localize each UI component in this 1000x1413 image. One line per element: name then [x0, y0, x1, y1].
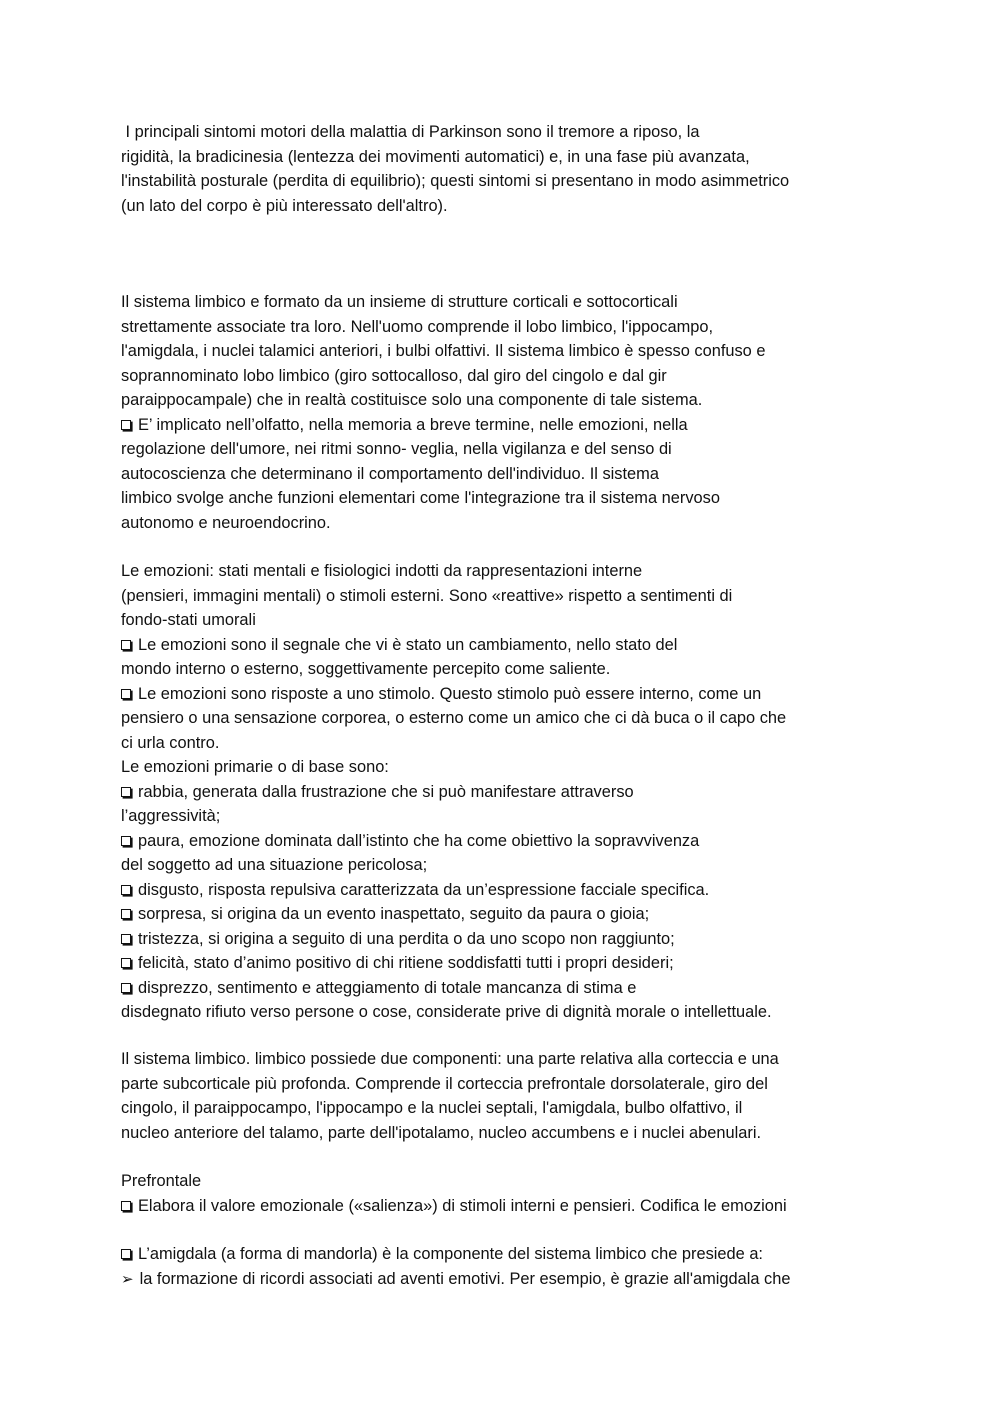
text-line: parte subcorticale più profonda. Comprende il corteccia prefrontale dorsolaterale, giro del	[121, 1074, 768, 1093]
section-heading: Prefrontale	[121, 1172, 202, 1190]
paragraph-parkinson	[121, 120, 901, 218]
text-line: mondo interno o esterno, soggettivamente percepito come saliente.	[121, 660, 611, 678]
bullet-item	[121, 1194, 901, 1219]
bullet-text: felicità, stato d’animo positivo di chi ritiene soddisfatti tutti i propri desideri;	[138, 954, 674, 972]
bullet-item	[121, 829, 901, 854]
checkbox-bullet-icon	[121, 885, 131, 895]
checkbox-bullet-icon	[121, 958, 131, 968]
text-line: strettamente associate tra loro. Nell'uomo comprende il lobo limbico, l'ippocampo,	[121, 317, 714, 336]
text-line: rigidità, la bradicinesia (lentezza dei movimenti automatici) e, in una fase più avanzata,	[121, 147, 750, 166]
bullet-item	[121, 682, 901, 707]
bullet-item	[121, 902, 901, 927]
text-line: (un lato del corpo è più interessato dell'altro).	[121, 196, 448, 215]
bullet-item	[121, 927, 901, 952]
bullet-text: paura, emozione dominata dall’istinto che ha come obiettivo la sopravvivenza	[138, 831, 700, 850]
paragraph-amigdala	[121, 1242, 901, 1291]
bullet-item	[121, 413, 901, 438]
text-line: l'amigdala, i nuclei talamici anteriori, i bulbi olfattivi. Il sistema limbico è spesso confuso e	[121, 342, 766, 360]
checkbox-bullet-icon	[121, 1201, 131, 1211]
text-line: cingolo, il paraippocampo, l'ippocampo e la nuclei septali, l'amigdala, bulbo olfattivo, il	[121, 1099, 743, 1117]
bullet-text: Elabora il valore emozionale («salienza») di stimoli interni e pensieri. Codifica le emozioni	[138, 1196, 787, 1215]
text-line: regolazione dell'umore, nei ritmi sonno- veglia, nella vigilanza e del senso di	[121, 440, 672, 458]
bullet-item	[121, 1242, 901, 1267]
bullet-item	[121, 878, 901, 903]
text-line: soprannominato lobo limbico (giro sottocalloso, dal giro del cingolo e dal gir	[121, 366, 667, 385]
text-line: paraippocampale) che in realtà costituisce solo una componente di tale sistema.	[121, 391, 703, 409]
text-line: I principali sintomi motori della malattia di Parkinson sono il tremore a riposo, la	[121, 123, 700, 141]
bullet-text: E’ implicato nell’olfatto, nella memoria a breve termine, nelle emozioni, nella	[138, 415, 688, 434]
text-line: pensiero o una sensazione corporea, o esterno come un amico che ci dà buca o il capo che	[121, 709, 787, 727]
arrow-bullet-icon: ➢	[121, 1270, 134, 1288]
text-line: del soggetto ad una situazione pericolosa;	[121, 856, 428, 874]
paragraph-prefrontale	[121, 1169, 901, 1218]
text-line: nucleo anteriore del talamo, parte dell'ipotalamo, nucleo accumbens e i nuclei abenulari.	[121, 1123, 762, 1142]
bullet-item	[121, 633, 901, 658]
bullet-item	[121, 780, 901, 805]
bullet-text: Le emozioni sono risposte a uno stimolo. Questo stimolo può essere interno, come un	[138, 684, 762, 703]
bullet-item	[121, 976, 901, 1001]
text-line: fondo-stati umorali	[121, 611, 256, 629]
checkbox-bullet-icon	[121, 934, 131, 944]
paragraph-sistema-limbico	[121, 290, 901, 535]
text-line: l'instabilità posturale (perdita di equilibrio); questi sintomi si presentano in modo asimmetrico	[121, 172, 790, 190]
checkbox-bullet-icon	[121, 909, 131, 919]
checkbox-bullet-icon	[121, 787, 131, 797]
text-line: autonomo e neuroendocrino.	[121, 513, 331, 532]
checkbox-bullet-icon	[121, 640, 131, 650]
bullet-text: disgusto, risposta repulsiva caratterizzata da un’espressione facciale specifica.	[138, 880, 710, 899]
bullet-text: tristezza, si origina a seguito di una perdita o da uno scopo non raggiunto;	[138, 929, 675, 948]
checkbox-bullet-icon	[121, 689, 131, 699]
bullet-text: L’amigdala (a forma di mandorla) è la componente del sistema limbico che presiede a:	[138, 1245, 763, 1263]
arrow-item-text: la formazione di ricordi associati ad aventi emotivi. Per esempio, è grazie all'amigdala che	[139, 1269, 791, 1288]
text-line: limbico svolge anche funzioni elementari come l'integrazione tra il sistema nervoso	[121, 489, 720, 507]
checkbox-bullet-icon	[121, 420, 131, 430]
paragraph-componenti-limbico	[121, 1047, 901, 1145]
text-line: (pensieri, immagini mentali) o stimoli esterni. Sono «reattive» rispetto a sentimenti di	[121, 586, 733, 605]
bullet-text: Le emozioni sono il segnale che vi è stato un cambiamento, nello stato del	[138, 635, 678, 654]
text-line: ci urla contro.	[121, 733, 220, 752]
text-line: Il sistema limbico. limbico possiede due componenti: una parte relativa alla corteccia e una	[121, 1050, 779, 1068]
bullet-item	[121, 951, 901, 976]
bullet-text: sorpresa, si origina da un evento inaspettato, seguito da paura o gioia;	[138, 905, 650, 923]
text-line: Il sistema limbico e formato da un insieme di strutture corticali e sottocorticali	[121, 293, 678, 311]
checkbox-bullet-icon	[121, 1249, 131, 1259]
checkbox-bullet-icon	[121, 836, 131, 846]
text-line: l’aggressività;	[121, 807, 221, 825]
section-heading: Le emozioni primarie o di base sono:	[121, 758, 389, 776]
text-line: autocoscienza che determinano il comportamento dell'individuo. Il sistema	[121, 464, 659, 483]
text-line: Le emozioni: stati mentali e fisiologici indotti da rappresentazioni interne	[121, 562, 643, 580]
bullet-text: disprezzo, sentimento e atteggiamento di totale mancanza di stima e	[138, 978, 637, 997]
bullet-text: rabbia, generata dalla frustrazione che si può manifestare attraverso	[138, 782, 634, 801]
paragraph-emozioni	[121, 559, 901, 1025]
text-line: disdegnato rifiuto verso persone o cose, considerate prive di dignità morale o intellettuale.	[121, 1003, 772, 1021]
arrow-item	[121, 1267, 901, 1292]
checkbox-bullet-icon	[121, 983, 131, 993]
